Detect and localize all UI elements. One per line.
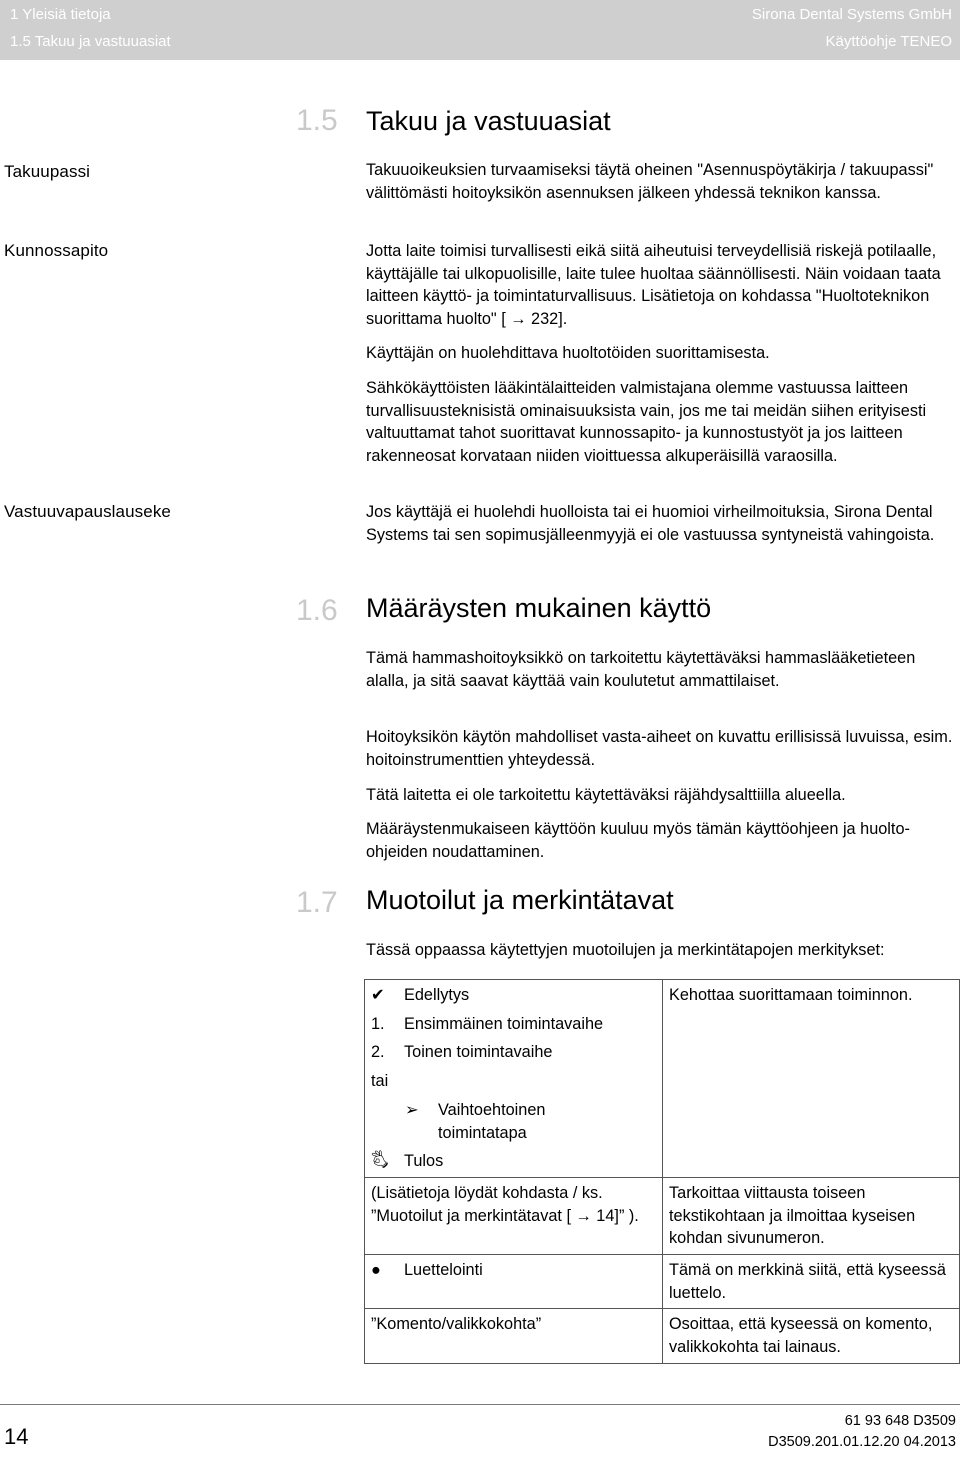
side-label-takuupassi: Takuupassi	[4, 162, 91, 181]
section-title-1-7: Muotoilut ja merkintätavat	[366, 885, 674, 915]
notation-legend-table	[364, 979, 960, 1364]
legend-meaning-reference: Tarkoittaa viittausta toiseen tekstikohtaan ja ilmoittaa kyseisen kohdan sivunumeron.	[663, 1177, 960, 1254]
step-2-label: Toinen toimintavaihe	[404, 1043, 553, 1062]
side-label-kunnossapito: Kunnossapito	[4, 241, 109, 260]
list-item	[371, 1150, 656, 1173]
paragraph-disclaimer: Jos käyttäjä ei huolehdi huolloista tai ei huomioi virheilmoituksia, Sirona Dental Systems tai sen sopimusjälleenmyyjä ei ole vastuussa syntyneistä vahingoista.	[366, 503, 935, 544]
alternative-label: Vaihtoehtoinen toimintatapa	[438, 1100, 546, 1142]
paragraph-contraindications: Hoitoyksikön käytön mahdolliset vasta-aiheet on kuvattu erillisissä luvuissa, esim. hoitoinstrumenttien yhteydessä.	[366, 728, 953, 769]
table-row	[365, 980, 960, 1178]
result-hand-icon: 🖏	[371, 1152, 389, 1171]
header-chapter: 1 Yleisiä tietoja	[10, 6, 111, 23]
list-item	[371, 1070, 656, 1093]
header-section: 1.5 Takuu ja vastuuasiat	[10, 33, 171, 50]
legend-cell-actions	[365, 980, 663, 1178]
legend-meaning-actions: Kehottaa suorittamaan toiminnon.	[663, 980, 960, 1178]
paragraph-maintenance: Jotta laite toimisi turvallisesti eikä siitä aiheutuisi terveydellisiä riskejä potilaalle, käyttäjälle tai ulkopuolisille, laite tulee huoltaa säännöllisesti. Näin voidaan taata laitteen käyttö- ja toimintaturvallisuus. Lisätietoja on kohdassa "Huoltoteknikon suorittama huolto" [ → 232].	[366, 242, 941, 329]
or-label: tai	[371, 1072, 389, 1091]
paragraph-explosive-areas: Tätä laitetta ei ole tarkoitettu käytettäväksi räjähdysalttiilla alueella.	[366, 786, 846, 804]
list-label: Luettelointi	[404, 1261, 483, 1280]
bullet-icon: ●	[371, 1261, 381, 1280]
page-number: 14	[4, 1424, 29, 1449]
paragraph-manufacturer-liability: Sähkökäyttöisten lääkintälaitteiden valmistajana olemme vastuussa laitteen turvallisuusteknisistä ominaisuuksista vain, jos me tai meidän siihen erityisesti valtuuttamat tahot suorittavat kunnossapito- ja kunnostustyöt ja jos laitteen rakenneosat korvataan niiden vioittuessa alkuperäisillä varaosilla.	[366, 379, 927, 466]
page-header	[0, 0, 960, 60]
paragraph-legend-intro: Tässä oppaassa käytettyjen muotoilujen ja merkintätapojen merkitykset:	[366, 941, 885, 959]
legend-meaning-list: Tämä on merkkinä siitä, että kyseessä luettelo.	[663, 1255, 960, 1309]
legend-meaning-command: Osoittaa, että kyseessä on komento, valikkokohta tai lainaus.	[663, 1309, 960, 1363]
result-label: Tulos	[404, 1152, 444, 1171]
paragraph-intended-use: Tämä hammashoitoyksikkö on tarkoitettu käytettäväksi hammaslääketieteen alalla, ja sitä saavat käyttää vain koulutetut ammattilaiset.	[366, 649, 916, 690]
header-company: Sirona Dental Systems GmbH	[751, 6, 952, 23]
prerequisite-label: Edellytys	[404, 986, 470, 1004]
step-2-number: 2.	[371, 1043, 385, 1062]
check-icon: ✔	[371, 986, 385, 1004]
table-row	[365, 1177, 960, 1254]
document-version: D3509.201.01.12.20 04.2013	[768, 1434, 956, 1450]
section-number-1-7: 1.7	[296, 886, 338, 919]
legend-cell-command: ”Komento/valikkokohta”	[365, 1309, 663, 1363]
list-item	[371, 1041, 656, 1064]
paragraph-user-responsibility: Käyttäjän on huolehdittava huoltotöiden suorittamisesta.	[366, 344, 770, 362]
section-title-1-5: Takuu ja vastuuasiat	[366, 106, 611, 136]
table-row	[365, 1309, 960, 1363]
list-item	[371, 1259, 656, 1282]
header-manual: Käyttöohje TENEO	[825, 33, 952, 50]
section-number-1-6: 1.6	[296, 594, 338, 627]
legend-cell-reference: (Lisätietoja löydät kohdasta / ks. ”Muotoilut ja merkintätavat [ → 14]” ).	[365, 1177, 663, 1254]
legend-cell-list	[365, 1255, 663, 1309]
list-item	[371, 984, 656, 1007]
list-item	[371, 1099, 656, 1144]
step-1-number: 1.	[371, 1014, 385, 1033]
arrow-head-icon: ➢	[405, 1100, 419, 1119]
list-item	[371, 1013, 656, 1036]
step-1-label: Ensimmäinen toimintavaihe	[404, 1014, 604, 1033]
document-number: 61 93 648 D3509	[844, 1413, 956, 1429]
section-title-1-6: Määräysten mukainen käyttö	[366, 593, 712, 623]
paragraph-compliance: Määräystenmukaiseen käyttöön kuuluu myös tämän käyttöohjeen ja huolto-ohjeiden noudattaminen.	[366, 820, 910, 861]
paragraph-warranty: Takuuoikeuksien turvaamiseksi täytä oheinen "Asennuspöytäkirja / takuupassi" välittömästi hoitoyksikön asennuksen jälkeen yhdessä teknikon kanssa.	[366, 161, 934, 202]
table-row	[365, 1255, 960, 1309]
section-number-1-5: 1.5	[296, 104, 338, 137]
side-label-vastuuvapaus: Vastuuvapauslauseke	[4, 502, 171, 521]
footer-divider	[0, 1404, 960, 1405]
